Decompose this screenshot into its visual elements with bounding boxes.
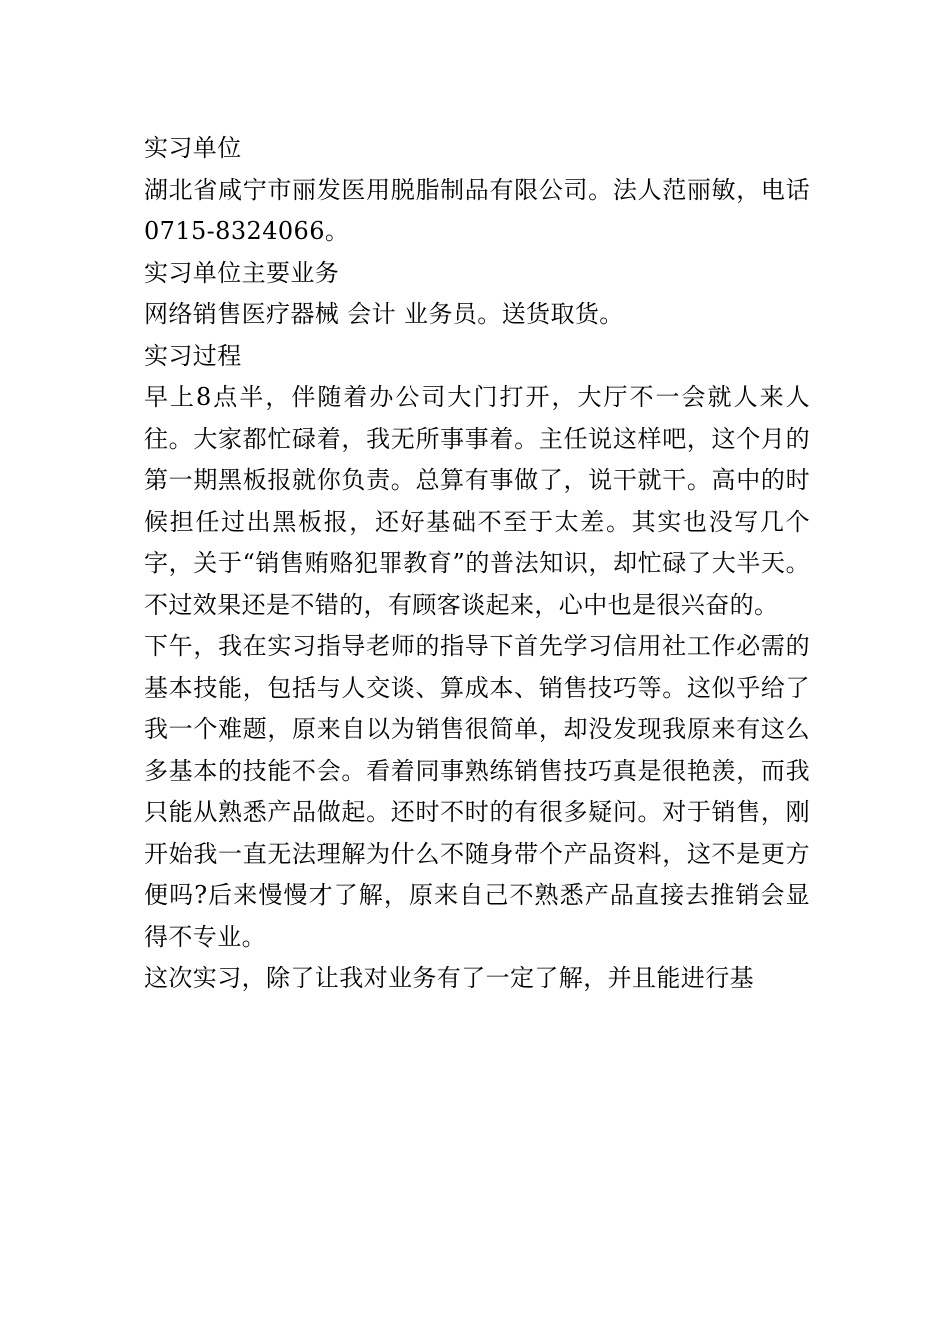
section-heading-internship-unit: 实习单位 xyxy=(144,134,242,162)
company-info-paragraph: 湖北省咸宁市丽发医用脱脂制品有限公司。法人范丽敏，电话0715-8324066。 xyxy=(144,175,810,245)
section-heading-main-business: 实习单位主要业务 xyxy=(144,258,340,287)
morning-paragraph: 早上8点半，伴随着办公司大门打开，大厅不一会就人来人往。大家都忙碌着，我无所事事着。主任说这样吧，这个月的第一期黑板报就你负责。总算有事做了，说干就干。高中的时候担任过出黑板报，还好基础不至于太差。其实也没写几个字，关于“销售贿赂犯罪教育”的普法知识，却忙碌了大半天。不过效果还是不错的，有顾客谈起来，心中也是很兴奋的。 xyxy=(144,383,810,619)
business-paragraph: 网络销售医疗器械 会计 业务员。送货取货。 xyxy=(144,300,624,328)
section-heading-process: 实习过程 xyxy=(144,341,242,370)
summary-paragraph: 这次实习，除了让我对业务有了一定了解，并且能进行基 xyxy=(144,964,754,992)
document-page xyxy=(144,128,810,1000)
afternoon-paragraph: 下午，我在实习指导老师的指导下首先学习信用社工作必需的基本技能，包括与人交谈、算成本、销售技巧等。这似乎给了我一个难题，原来自以为销售很简单，却没发现我原来有这么多基本的技能不会。看着同事熟练销售技巧真是很艳羡，而我只能从熟悉产品做起。还时不时的有很多疑问。对于销售，刚开始我一直无法理解为什么不随身带个产品资料，这不是更方便吗?后来慢慢才了解，原来自己不熟悉产品直接去推销会显得不专业。 xyxy=(144,632,810,951)
